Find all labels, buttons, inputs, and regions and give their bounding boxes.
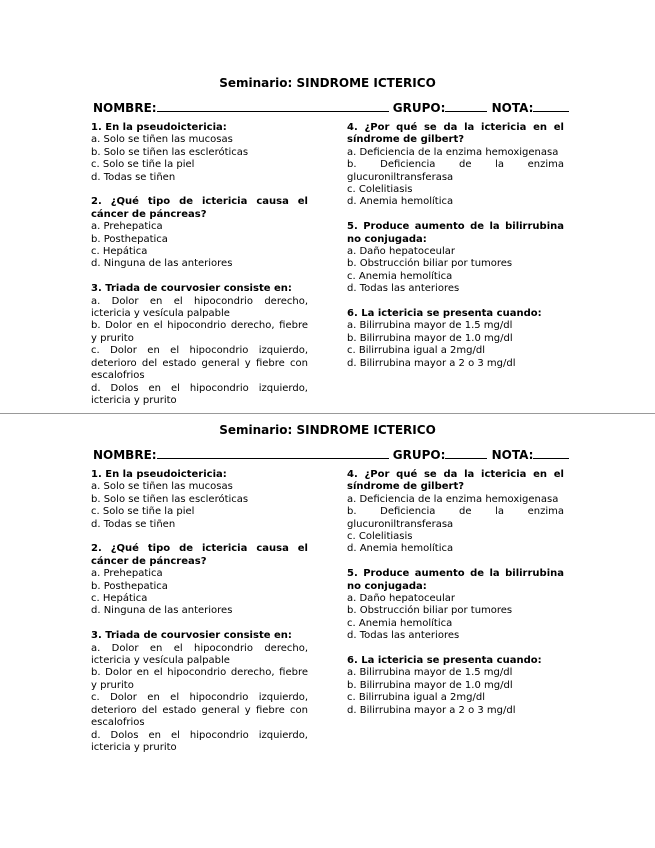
nota-blank [533, 446, 569, 459]
option-d: d. Ninguna de las anteriores [91, 258, 233, 270]
question-title: 4. ¿Por qué se da la ictericia en el síndrome de gilbert? [347, 122, 564, 146]
option-a: a. Dolor en el hipocondrio derecho, ictericia y vesícula palpable [91, 642, 308, 667]
question-title: 6. La ictericia se presenta cuando: [347, 655, 542, 667]
questions-left-column [91, 469, 308, 767]
option-a: a. Bilirrubina mayor de 1.5 mg/dl [347, 320, 513, 332]
option-c: c. Colelitiasis [347, 184, 413, 196]
option-d: d. Anemia hemolítica [347, 196, 454, 208]
option-c: c. Dolor en el hipocondrio izquierdo, deterioro del estado general y fiebre con escalofrios [91, 692, 308, 729]
question-title: 2. ¿Qué tipo de ictericia causa el cáncer de páncreas? [91, 543, 308, 567]
nombre-label: NOMBRE: [93, 448, 157, 462]
questions-right-column [347, 469, 564, 729]
nombre-label: NOMBRE: [93, 101, 157, 115]
option-c: c. Colelitiasis [347, 531, 413, 543]
option-b: b. Deficiencia de la enzima glucuroniltransferasa [347, 506, 564, 530]
option-c: c. Hepática [91, 593, 148, 605]
question-title: 4. ¿Por qué se da la ictericia en el síndrome de gilbert? [347, 469, 564, 493]
title-label: Seminario: [219, 76, 293, 90]
questions-right-column [347, 122, 564, 382]
grupo-blank [445, 99, 487, 112]
nombre-blank [157, 99, 389, 112]
option-d: d. Ninguna de las anteriores [91, 605, 233, 617]
option-d: d. Bilirrubina mayor a 2 o 3 mg/dl [347, 357, 516, 369]
option-c: c. Dolor en el hipocondrio izquierdo, deterioro del estado general y fiebre con escalofrios [91, 345, 308, 382]
option-a: a. Bilirrubina mayor de 1.5 mg/dl [347, 667, 513, 679]
option-d: d. Dolos en el hipocondrio izquierdo, ictericia y prurito [91, 382, 308, 406]
student-info-line [93, 446, 565, 463]
grupo-label: GRUPO: [392, 448, 446, 462]
nota-label: NOTA: [491, 448, 534, 462]
option-b: b. Posthepatica [91, 580, 168, 592]
option-c: c. Solo se tiñe la piel [91, 159, 195, 171]
nota-label: NOTA: [491, 101, 534, 115]
option-d: d. Todas las anteriores [347, 283, 460, 295]
question-title: 3. Triada de courvosier consiste en: [91, 630, 292, 642]
option-d: d. Todas se tiñen [91, 518, 176, 530]
option-a: a. Solo se tiñen las mucosas [91, 481, 233, 493]
option-a: a. Daño hepatoceular [347, 246, 455, 258]
question-title: 1. En la pseudoictericia: [91, 469, 227, 480]
title-text: SINDROME ICTERICO [296, 76, 436, 90]
question-3 [91, 283, 308, 407]
option-c: c. Hepática [91, 246, 148, 258]
option-c: c. Bilirrubina igual a 2mg/dl [347, 345, 486, 357]
option-b: b. Dolor en el hipocondrio derecho, fiebre y prurito [91, 667, 308, 691]
grupo-label: GRUPO: [392, 101, 446, 115]
question-5 [347, 568, 564, 642]
sheet-title [0, 76, 655, 90]
option-b: b. Solo se tiñen las escleróticas [91, 493, 249, 505]
title-label: Seminario: [219, 423, 293, 437]
option-d: d. Anemia hemolítica [347, 543, 454, 555]
option-b: b. Dolor en el hipocondrio derecho, fiebre y prurito [91, 320, 308, 344]
sheet-title [0, 423, 655, 437]
question-title: 5. Produce aumento de la bilirrubina no conjugada: [347, 568, 564, 592]
grupo-blank [445, 446, 487, 459]
question-5 [347, 221, 564, 295]
question-6 [347, 308, 564, 370]
question-title: 6. La ictericia se presenta cuando: [347, 308, 542, 320]
question-2 [91, 196, 308, 270]
option-b: b. Solo se tiñen las escleróticas [91, 146, 249, 158]
option-a: a. Dolor en el hipocondrio derecho, ictericia y vesícula palpable [91, 295, 308, 320]
question-4 [347, 122, 564, 209]
question-title: 1. En la pseudoictericia: [91, 122, 227, 133]
option-b: b. Posthepatica [91, 233, 168, 245]
question-6 [347, 655, 564, 717]
option-d: d. Dolos en el hipocondrio izquierdo, ictericia y prurito [91, 729, 308, 753]
option-d: d. Todas las anteriores [347, 630, 460, 642]
option-a: a. Daño hepatoceular [347, 593, 455, 605]
title-text: SINDROME ICTERICO [296, 423, 436, 437]
questions-left-column [91, 122, 308, 420]
option-b: b. Obstrucción biliar por tumores [347, 258, 513, 270]
nombre-blank [157, 446, 389, 459]
question-4 [347, 469, 564, 556]
question-1 [91, 469, 308, 531]
option-a: a. Prehepatica [91, 221, 163, 233]
nota-blank [533, 99, 569, 112]
question-title: 3. Triada de courvosier consiste en: [91, 283, 292, 295]
option-c: c. Anemia hemolítica [347, 617, 453, 629]
option-b: b. Deficiencia de la enzima glucuroniltransferasa [347, 159, 564, 183]
question-title: 2. ¿Qué tipo de ictericia causa el cáncer de páncreas? [91, 196, 308, 220]
option-c: c. Solo se tiñe la piel [91, 506, 195, 518]
option-a: a. Prehepatica [91, 568, 163, 580]
option-b: b. Bilirrubina mayor de 1.0 mg/dl [347, 332, 513, 344]
option-d: d. Bilirrubina mayor a 2 o 3 mg/dl [347, 704, 516, 716]
option-c: c. Bilirrubina igual a 2mg/dl [347, 692, 486, 704]
option-c: c. Anemia hemolítica [347, 270, 453, 282]
option-a: a. Deficiencia de la enzima hemoxigenasa [347, 146, 559, 158]
question-3 [91, 630, 308, 754]
option-d: d. Todas se tiñen [91, 171, 176, 183]
option-a: a. Deficiencia de la enzima hemoxigenasa [347, 493, 559, 505]
option-b: b. Bilirrubina mayor de 1.0 mg/dl [347, 679, 513, 691]
option-a: a. Solo se tiñen las mucosas [91, 134, 233, 146]
question-2 [91, 543, 308, 617]
question-1 [91, 122, 308, 184]
question-title: 5. Produce aumento de la bilirrubina no conjugada: [347, 221, 564, 245]
option-b: b. Obstrucción biliar por tumores [347, 605, 513, 617]
student-info-line [93, 99, 565, 116]
